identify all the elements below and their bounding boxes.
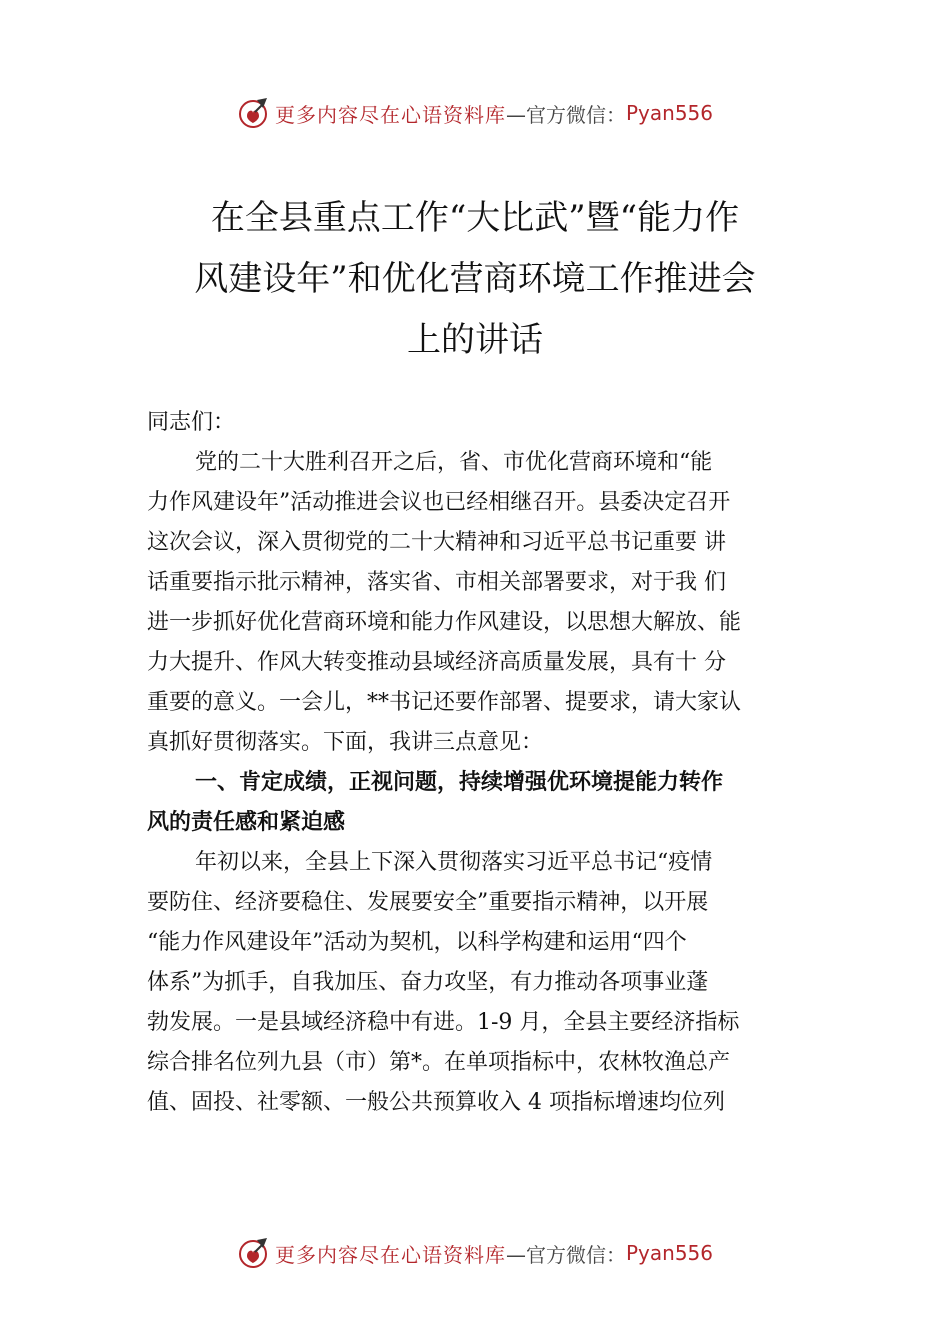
header-watermark-banner [0, 93, 950, 133]
paragraph-line: 要防住、经济要稳住、发展要安全”重要指示精神，以开展 [147, 890, 709, 915]
paragraph-line: 重要的意义。一会儿，**书记还要作部署、提要求，请大家认 [147, 690, 742, 715]
banner-library-text: 更多内容尽在心语资料库 [274, 102, 506, 127]
paragraph-line: 体系”为抓手，自我加压、奋力攻坚，有力推动各项事业蓬 [147, 970, 709, 995]
paragraph-line: 力大提升、作风大转变推动县域经济高质量发展，具有十 分 [147, 650, 726, 675]
banner-library-text: 更多内容尽在心语资料库 [274, 1242, 506, 1267]
paragraph-line: 话重要指示批示精神，落实省、市相关部署要求，对于我 们 [147, 570, 726, 595]
pen-heart-logo-icon [237, 1236, 271, 1270]
title-line: 风建设年”和优化营商环境工作推进会 [194, 259, 756, 299]
document-title [130, 188, 820, 371]
pen-heart-logo-icon [237, 96, 271, 130]
paragraph-line: 值、固投、社零额、一般公共预算收入 4 项指标增速均位列 [147, 1090, 725, 1115]
document-body [147, 403, 837, 1123]
banner-wechat-id: Pyan556 [625, 1241, 713, 1265]
banner-wechat-label: —官方微信： [505, 1242, 626, 1267]
paragraph-line: 进一步抓好优化营商环境和能力作风建设，以思想大解放、能 [147, 610, 742, 635]
paragraph-line: 年初以来，全县上下深入贯彻落实习近平总书记“疫情 [195, 850, 713, 875]
paragraph-line: 综合排名位列九县（市）第*。在单项指标中，农林牧渔总产 [147, 1050, 731, 1075]
paragraph-line: 力作风建设年”活动推进会议也已经相继召开。县委决定召开 [147, 490, 731, 515]
banner-wechat-label: —官方微信： [505, 102, 626, 127]
title-line: 上的讲话 [407, 320, 543, 360]
paragraph-line: 勃发展。一是县域经济稳中有进。1-9 月，全县主要经济指标 [147, 1010, 740, 1035]
footer-watermark-banner [0, 1233, 950, 1273]
salutation: 同志们： [147, 410, 236, 435]
paragraph-line: 真抓好贯彻落实。下面，我讲三点意见： [147, 730, 544, 755]
paragraph-line: 党的二十大胜利召开之后，省、市优化营商环境和“能 [195, 450, 713, 475]
title-line: 在全县重点工作“大比武”暨“能力作 [210, 198, 740, 238]
section-heading-line: 风的责任感和紧迫感 [147, 810, 346, 835]
paragraph-line: 这次会议，深入贯彻党的二十大精神和习近平总书记重要 讲 [147, 530, 726, 555]
section-heading-line: 一、肯定成绩，正视问题，持续增强优环境提能力转作 [195, 770, 724, 795]
paragraph-line: “能力作风建设年”活动为契机，以科学构建和运用“四个 [147, 930, 687, 955]
banner-wechat-id: Pyan556 [625, 101, 713, 125]
